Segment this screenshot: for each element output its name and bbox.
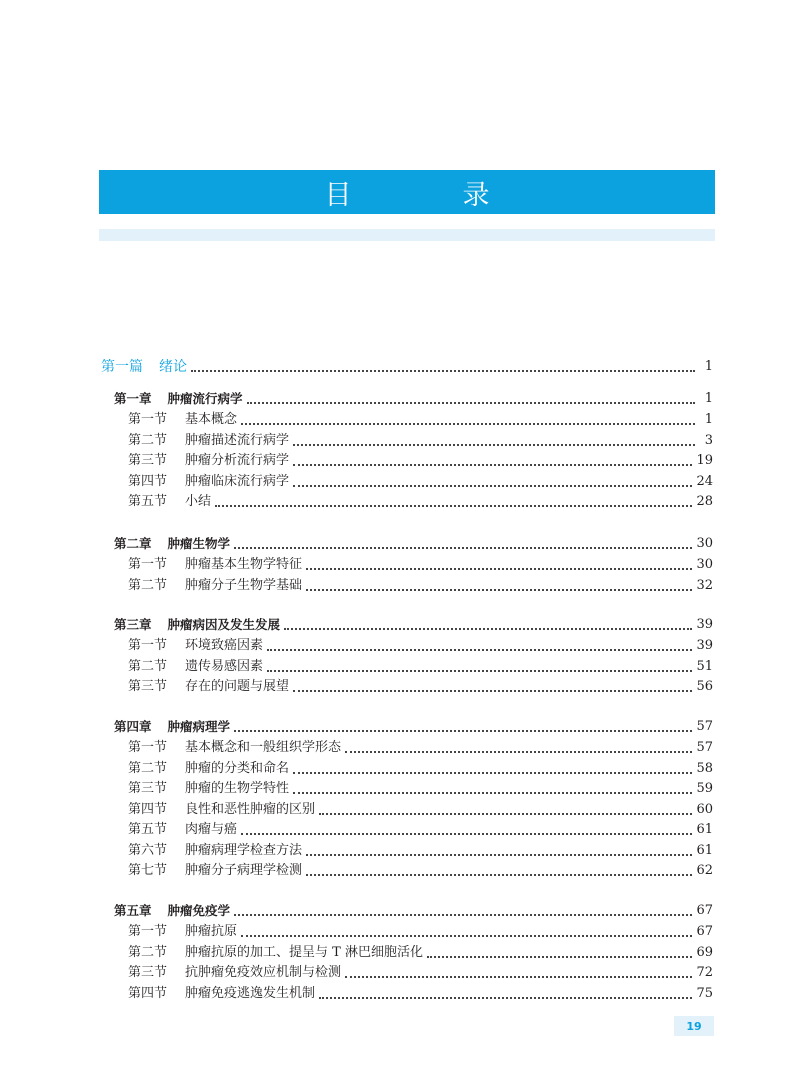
- toc-section-row-page: 56: [696, 679, 713, 694]
- toc-chapter-row-number: 第四章: [114, 719, 152, 734]
- toc-chapter-row[interactable]: [114, 613, 713, 633]
- toc-section-row[interactable]: [128, 470, 713, 490]
- leader-dots: [293, 441, 695, 446]
- leader-dots: [319, 994, 692, 999]
- toc-chapter-row-title: 肿瘤流行病学: [167, 391, 243, 406]
- toc-section-row-page: 30: [696, 557, 713, 572]
- toc-section-row-title: 抗肿瘤免疫效应机制与检测: [185, 965, 342, 980]
- toc-chapter-row[interactable]: [114, 387, 713, 407]
- leader-dots: [293, 687, 692, 692]
- toc-section-row-number: 第二节: [128, 658, 168, 674]
- toc-section-row[interactable]: [128, 982, 713, 1002]
- leader-dots: [345, 748, 692, 753]
- toc-chapter-row-number: 第五章: [114, 903, 152, 918]
- toc-section-row-title: 肿瘤分子病理学检测: [185, 863, 303, 878]
- toc-chapter-row-page: 67: [696, 903, 713, 918]
- toc-section-row[interactable]: [128, 429, 713, 449]
- toc-chapter-row-page: 1: [704, 391, 713, 406]
- toc-section-row-title: 肿瘤分子生物学基础: [185, 577, 303, 593]
- toc-section-row-title: 肉瘤与癌: [185, 822, 238, 837]
- toc-section-row-title: 肿瘤抗原的加工、提呈与 T 淋巴细胞活化: [185, 944, 423, 960]
- leader-dots: [191, 367, 695, 372]
- leader-dots: [293, 482, 692, 487]
- toc-chapter-row-page: 30: [696, 536, 713, 551]
- toc-section-row-page: 39: [696, 638, 713, 653]
- toc-chapter-row-title: 肿瘤生物学: [167, 536, 231, 551]
- toc-section-row-title: 肿瘤基本生物学特征: [185, 557, 303, 572]
- toc-section-row[interactable]: [128, 553, 713, 573]
- toc-section-row-title: 肿瘤分析流行病学: [185, 453, 290, 468]
- toc-section-row-number: 第三节: [128, 679, 168, 694]
- leader-dots: [234, 544, 692, 549]
- toc-section-row-page: 75: [696, 985, 713, 1001]
- toc-section-row[interactable]: [128, 777, 713, 797]
- toc-section-row-page: 69: [696, 944, 713, 960]
- toc-section-row-page: 61: [696, 822, 713, 837]
- leader-dots: [319, 810, 692, 815]
- toc-section-row[interactable]: [128, 798, 713, 818]
- toc-section-row-number: 第二节: [128, 577, 168, 593]
- page-number: 19: [686, 1019, 702, 1033]
- page-number-badge: [674, 1016, 714, 1036]
- toc-section-row-page: 24: [696, 473, 713, 489]
- leader-dots: [215, 502, 692, 507]
- toc-section-row-page: 51: [696, 658, 713, 674]
- leader-dots: [293, 769, 692, 774]
- toc-section-row-title: 肿瘤病理学检查方法: [185, 842, 303, 858]
- toc-section-row-title: 肿瘤的生物学特性: [185, 781, 290, 796]
- toc-section-row-title: 遗传易感因素: [185, 658, 264, 674]
- toc-section-row-number: 第七节: [128, 863, 168, 878]
- toc-section-row-number: 第四节: [128, 473, 168, 489]
- toc-section-row-number: 第五节: [128, 822, 168, 837]
- toc-section-row-title: 肿瘤的分类和命名: [185, 760, 290, 776]
- toc-section-row-number: 第一节: [128, 412, 168, 427]
- toc-section-row-page: 61: [696, 842, 713, 858]
- toc-section-row[interactable]: [128, 941, 713, 961]
- toc-section-row[interactable]: [128, 757, 713, 777]
- toc-section-row-title: 良性和恶性肿瘤的区别: [185, 801, 316, 817]
- toc-section-row-number: 第一节: [128, 740, 168, 755]
- toc-section-row[interactable]: [128, 818, 713, 838]
- toc-chapter-row-title: 肿瘤免疫学: [167, 903, 231, 918]
- toc-section-row[interactable]: [128, 839, 713, 859]
- toc-section-row-number: 第三节: [128, 453, 168, 468]
- leader-dots: [247, 399, 695, 404]
- part-number: 第一篇: [101, 359, 143, 375]
- toc-section-row-title: 肿瘤临床流行病学: [185, 473, 290, 489]
- leader-dots: [267, 646, 692, 651]
- toc-section-row-number: 第四节: [128, 801, 168, 817]
- toc-section-row-number: 第六节: [128, 842, 168, 858]
- leader-dots: [241, 932, 692, 937]
- toc-section-row-number: 第一节: [128, 557, 168, 572]
- toc-section-row-page: 1: [704, 412, 713, 427]
- toc-section-row-number: 第三节: [128, 781, 168, 796]
- leader-dots: [267, 667, 692, 672]
- toc-section-row-number: 第五节: [128, 494, 168, 509]
- toc-section-row[interactable]: [128, 859, 713, 879]
- leader-dots: [306, 851, 692, 856]
- leader-dots: [306, 871, 692, 876]
- toc-section-row-title: 肿瘤抗原: [185, 924, 238, 939]
- part-title: 绪论: [159, 359, 187, 375]
- toc-section-row[interactable]: [128, 920, 713, 940]
- toc-section-row-page: 60: [696, 801, 713, 817]
- toc-section-row-page: 67: [696, 924, 713, 939]
- leader-dots: [241, 420, 695, 425]
- page-title: 目 录: [324, 179, 532, 211]
- toc-section-row-title: 小结: [185, 494, 212, 509]
- toc-section-row-title: 基本概念和一般组织学形态: [185, 740, 342, 755]
- toc-section-row-page: 3: [704, 432, 713, 448]
- leader-dots: [293, 461, 692, 466]
- toc-section-row-page: 28: [696, 494, 713, 509]
- toc-chapter-row[interactable]: [114, 715, 713, 735]
- toc-section-row-number: 第三节: [128, 965, 168, 980]
- leader-dots: [234, 727, 692, 732]
- toc-section-row-title: 基本概念: [185, 412, 238, 427]
- leader-dots: [234, 911, 692, 916]
- toc-part-row[interactable]: [101, 355, 713, 375]
- toc-section-row[interactable]: [128, 574, 713, 594]
- toc-chapter-row-title: 肿瘤病因及发生发展: [167, 617, 281, 632]
- toc-section-row-number: 第二节: [128, 432, 168, 448]
- toc-chapter-row[interactable]: [114, 532, 713, 552]
- toc-section-row-page: 62: [696, 863, 713, 878]
- leader-dots: [293, 789, 692, 794]
- toc-section-row-number: 第四节: [128, 985, 168, 1001]
- toc-chapter-row-number: 第三章: [114, 617, 152, 632]
- toc-section-row-number: 第一节: [128, 638, 168, 653]
- toc-section-row-page: 19: [696, 453, 713, 468]
- toc-section-row[interactable]: [128, 449, 713, 469]
- toc-section-row-page: 58: [696, 760, 713, 776]
- toc-section-row[interactable]: [128, 675, 713, 695]
- toc-chapter-row-number: 第二章: [114, 536, 152, 551]
- toc-section-row[interactable]: [128, 961, 713, 981]
- toc-section-row-number: 第二节: [128, 944, 168, 960]
- toc-section-row-page: 72: [696, 965, 713, 980]
- leader-dots: [345, 973, 692, 978]
- toc-chapter-row[interactable]: [114, 899, 713, 919]
- toc-section-row-title: 肿瘤免疫逃逸发生机制: [185, 985, 316, 1001]
- toc-chapter-row-title: 肿瘤病理学: [167, 719, 231, 734]
- toc-chapter-row-number: 第一章: [114, 391, 152, 406]
- toc-section-row-title: 存在的问题与展望: [185, 679, 290, 694]
- leader-dots: [427, 953, 693, 958]
- toc-section-row[interactable]: [128, 490, 713, 510]
- toc-chapter-row-page: 57: [696, 719, 713, 734]
- toc-section-row-page: 59: [696, 781, 713, 796]
- toc-section-row-page: 57: [696, 740, 713, 755]
- toc-section-row-title: 环境致癌因素: [185, 638, 264, 653]
- toc-section-row[interactable]: [128, 655, 713, 675]
- toc-section-row-page: 32: [696, 577, 713, 593]
- part-page: 1: [704, 359, 713, 374]
- toc-section-row[interactable]: [128, 736, 713, 756]
- leader-dots: [284, 625, 692, 630]
- leader-dots: [306, 565, 692, 570]
- leader-dots: [306, 586, 692, 591]
- toc-section-row-number: 第二节: [128, 760, 168, 776]
- toc-section-row-title: 肿瘤描述流行病学: [185, 432, 290, 448]
- toc-chapter-row-page: 39: [696, 617, 713, 632]
- toc-section-row[interactable]: [128, 408, 713, 428]
- toc-section-row-number: 第一节: [128, 924, 168, 939]
- leader-dots: [241, 830, 692, 835]
- toc-section-row[interactable]: [128, 634, 713, 654]
